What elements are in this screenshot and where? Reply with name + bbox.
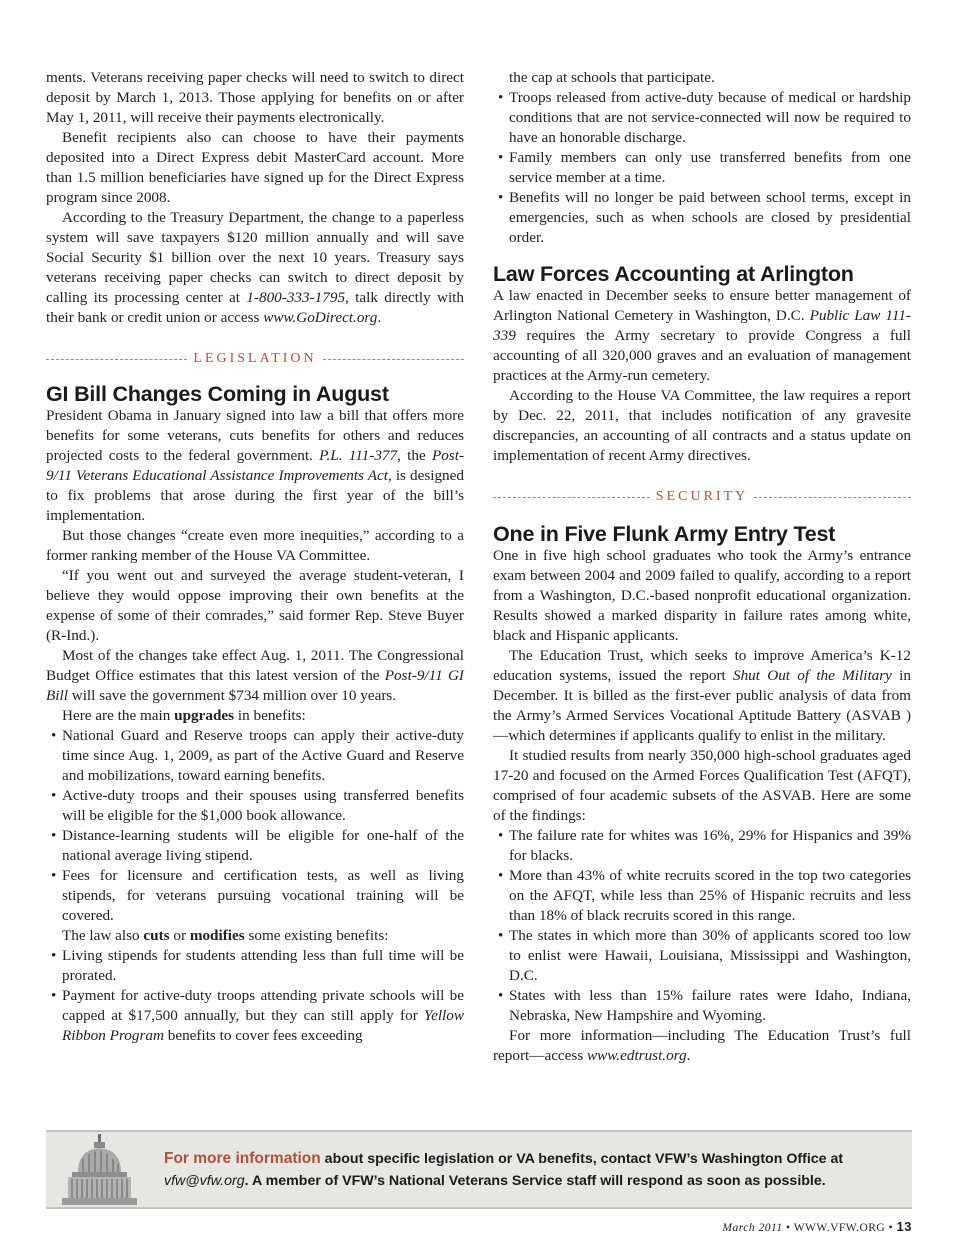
- contact-info-box: [46, 1130, 912, 1209]
- divider-line: [754, 497, 911, 498]
- paragraph: A law enacted in December seeks to ensure better management of Arlington National Cemetery in Washington, D.C. Public Law 111-339 requires the Army secretary to provide Congress a full accounting of all 320,000 graves and an evaluation of management practices at the Army-run cemetery.: [493, 287, 911, 384]
- article-heading: GI Bill Changes Coming in August: [46, 382, 389, 406]
- list-item: • Living stipends for students attending less than full time will be prorated.: [46, 946, 464, 986]
- paragraph: It studied results from nearly 350,000 high-school graduates aged 17-20 and focused on the Armed Forces Qualification Test (AFQT), comprised of four academic subsets of the ASVAB. Here are some of the findings:: [493, 747, 911, 824]
- section-label: LEGISLATION: [193, 351, 317, 366]
- article-heading: One in Five Flunk Army Entry Test: [493, 522, 836, 546]
- paragraph: President Obama in January signed into law a bill that offers more benefits for some veterans, cuts benefits for others and reduces projected costs to the federal government. P.L. 111-377, the Post-9/11 Veterans Educational Assistance Improvements Act, is designed to fix problems that arose during the first year of the bill’s implementation.: [46, 407, 464, 524]
- cuts-list: [46, 946, 464, 1046]
- edtrust-link[interactable]: www.edtrust.org: [587, 1047, 687, 1064]
- article-heading: Law Forces Accounting at Arlington: [493, 262, 854, 286]
- section-divider-security: [493, 486, 911, 508]
- paragraph: Benefit recipients also can choose to have their payments deposited into a Direct Express debit MasterCard account. More than 1.5 million beneficiaries have signed up for the Direct Express program since 2008.: [46, 129, 464, 206]
- list-item: • Benefits will no longer be paid between school terms, except in emergencies, such as when schools are closed by presidential order.: [493, 188, 911, 248]
- paragraph: Here are the main upgrades in benefits:: [62, 707, 306, 724]
- list-item: • Troops released from active-duty because of medical or hardship conditions that are not service-connected will now be required to have an honorable discharge.: [493, 88, 911, 148]
- divider-line: [323, 359, 464, 360]
- section-label: SECURITY: [655, 489, 749, 504]
- right-column: [493, 68, 911, 1066]
- paragraph: ments. Veterans receiving paper checks will need to switch to direct deposit by March 1, 2013. Those applying for benefits on or after May 1, 2011, will receive their payments electronically.: [46, 69, 464, 126]
- phone-number: 1-800-333-1795: [246, 289, 346, 306]
- list-item: • National Guard and Reserve troops can apply their active-duty time since Aug. 1, 2009, as part of the Active Guard and Reserve and mobilizations, toward earning benefits.: [46, 726, 464, 786]
- list-item: • The failure rate for whites was 16%, 29% for Hispanics and 39% for blacks.: [493, 826, 911, 866]
- contact-lead: For more information: [164, 1150, 321, 1167]
- paragraph: the cap at schools that participate.: [509, 69, 715, 86]
- paragraph: Most of the changes take effect Aug. 1, 2011. The Congressional Budget Office estimates that this latest version of the Post-9/11 GI Bill will save the government $734 million over 10 years.: [46, 647, 464, 704]
- list-item: • More than 43% of white recruits scored in the top two categories on the AFQT, while less than 25% of Hispanic recruits and less than 18% of black recruits scored in this range.: [493, 866, 911, 926]
- section-divider-legislation: [46, 348, 464, 370]
- list-item: • Distance-learning students will be eligible for one-half of the national average living stipend.: [46, 826, 464, 866]
- paragraph: The Education Trust, which seeks to improve America’s K-12 education systems, issued the report Shut Out of the Military in December. It is billed as the first-ever public analysis of data from the Army’s Armed Services Vocational Aptitude Battery (ASVAB )—which determines if applicants qualify to enlist in the military.: [493, 647, 911, 744]
- list-item: • Fees for licensure and certification tests, as well as living stipends, for veterans pursuing vocational training will be covered.: [46, 866, 464, 926]
- paragraph: But those changes “create even more inequities,” according to a former ranking member of the House VA Committee.: [46, 527, 464, 564]
- godirect-link[interactable]: www.GoDirect.org: [263, 309, 378, 326]
- upgrades-list: [46, 726, 464, 926]
- paragraph: The law also cuts or modifies some existing benefits:: [62, 927, 389, 944]
- paragraph: One in five high school graduates who took the Army’s entrance exam between 2004 and 2009 failed to qualify, according to a report from a Washington, D.C.-based nonprofit educational organization. Results showed a marked disparity in failure rates among white, black and Hispanic applicants.: [493, 547, 911, 644]
- website: WWW.VFW.ORG: [793, 1222, 886, 1234]
- list-item: • Family members can only use transferred benefits from one service member at a time.: [493, 148, 911, 188]
- list-item: • Active-duty troops and their spouses using transferred benefits will be eligible for the $1,000 book allowance.: [46, 786, 464, 826]
- page-number: 13: [896, 1219, 912, 1234]
- paragraph: For more information—including The Education Trust’s full report—access www.edtrust.org.: [493, 1027, 911, 1064]
- left-column: [46, 68, 464, 1046]
- cuts-list-continued: [493, 88, 911, 248]
- capitol-dome-icon: [52, 1132, 148, 1205]
- contact-text: For more information about specific legislation or VA benefits, contact VFW’s Washington Office at vfw@vfw.org. A member of VFW’s National Veterans Service staff will respond as soon as possible.: [164, 1150, 844, 1189]
- list-item: • States with less than 15% failure rates were Idaho, Indiana, Nebraska, New Hampshire and Wyoming.: [493, 986, 911, 1026]
- findings-list: [493, 826, 911, 1026]
- paragraph: According to the Treasury Department, the change to a paperless system will save taxpayers $120 million annually and will save Social Security $1 billion over the next 10 years. Treasury says veterans receiving paper checks can switch to direct deposit by calling its processing center at 1-800-333-1795, talk directly with their bank or credit union or access www.GoDirect.org.: [46, 209, 464, 326]
- list-item: • The states in which more than 30% of applicants scored too low to enlist were Hawaii, Louisiana, Mississippi and Washington, D.C.: [493, 926, 911, 986]
- paragraph: According to the House VA Committee, the law requires a report by Dec. 22, 2011, that includes notification of any gravesite discrepancies, an accounting of all contracts and a status update on implementation of recent Army directives.: [493, 387, 911, 464]
- paragraph: “If you went out and surveyed the average student-veteran, I believe they would oppose improving their own benefits at the expense of some of their comrades,” said former Rep. Steve Buyer (R-Ind.).: [46, 567, 464, 644]
- issue-date: March 2011: [722, 1222, 783, 1234]
- page-footer: March 2011 • WWW.VFW.ORG • 13: [722, 1219, 912, 1234]
- email-link[interactable]: vfw@vfw.org: [164, 1173, 245, 1189]
- list-item: • Payment for active-duty troops attending private schools will be capped at $17,500 annually, but they can still apply for Yellow Ribbon Program benefits to cover fees exceeding: [46, 986, 464, 1046]
- divider-line: [46, 359, 187, 360]
- divider-line: [493, 497, 650, 498]
